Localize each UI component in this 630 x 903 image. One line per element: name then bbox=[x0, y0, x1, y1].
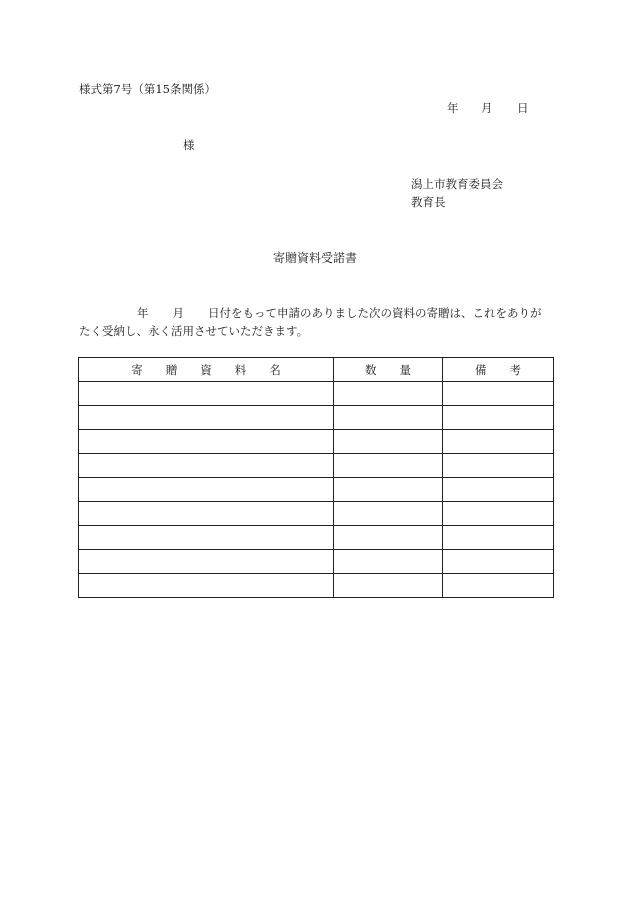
table-row bbox=[79, 502, 554, 526]
table-header-row bbox=[79, 358, 554, 382]
header-material-name: 寄 贈 資 料 名 bbox=[79, 358, 334, 382]
cell-remarks bbox=[443, 502, 554, 526]
table-row bbox=[79, 382, 554, 406]
date-year-label: 年 bbox=[447, 101, 459, 115]
body-text-line-1 bbox=[79, 305, 542, 321]
donation-table bbox=[78, 357, 554, 598]
cell-remarks bbox=[443, 550, 554, 574]
body-text-rest: 日付をもって申請のありました次の資料の寄贈は、これをありが bbox=[208, 306, 542, 320]
table-row bbox=[79, 406, 554, 430]
recipient-honorific: 様 bbox=[183, 138, 195, 152]
cell-material-name bbox=[79, 382, 334, 406]
cell-material-name bbox=[79, 526, 334, 550]
header-remarks: 備 考 bbox=[443, 358, 554, 382]
cell-quantity bbox=[334, 550, 443, 574]
cell-remarks bbox=[443, 454, 554, 478]
cell-quantity bbox=[334, 430, 443, 454]
table-row bbox=[79, 574, 554, 598]
table-row bbox=[79, 526, 554, 550]
cell-remarks bbox=[443, 526, 554, 550]
cell-quantity bbox=[334, 526, 443, 550]
body-text-line-2: たく受納し、永く活用させていただきます。 bbox=[79, 324, 309, 338]
document-title: 寄贈資料受諾書 bbox=[272, 251, 357, 265]
issuer-organization: 潟上市教育委員会 bbox=[411, 177, 503, 191]
cell-material-name bbox=[79, 502, 334, 526]
cell-quantity bbox=[334, 502, 443, 526]
cell-quantity bbox=[334, 382, 443, 406]
issuer-title: 教育長 bbox=[411, 195, 446, 209]
cell-remarks bbox=[443, 382, 554, 406]
cell-material-name bbox=[79, 574, 334, 598]
table-row bbox=[79, 550, 554, 574]
table-body bbox=[79, 382, 554, 598]
cell-quantity bbox=[334, 478, 443, 502]
form-number: 様式第7号（第15条関係） bbox=[79, 82, 216, 96]
cell-material-name bbox=[79, 550, 334, 574]
cell-remarks bbox=[443, 430, 554, 454]
cell-remarks bbox=[443, 406, 554, 430]
body-year-label: 年 bbox=[137, 306, 149, 320]
cell-remarks bbox=[443, 478, 554, 502]
cell-material-name bbox=[79, 406, 334, 430]
body-month-label: 月 bbox=[172, 306, 184, 320]
date-month-label: 月 bbox=[481, 101, 493, 115]
cell-material-name bbox=[79, 478, 334, 502]
date-day-label: 日 bbox=[517, 101, 529, 115]
cell-quantity bbox=[334, 574, 443, 598]
table-row bbox=[79, 454, 554, 478]
cell-remarks bbox=[443, 574, 554, 598]
header-quantity: 数 量 bbox=[334, 358, 443, 382]
cell-quantity bbox=[334, 406, 443, 430]
table-row bbox=[79, 430, 554, 454]
table-row bbox=[79, 478, 554, 502]
cell-quantity bbox=[334, 454, 443, 478]
cell-material-name bbox=[79, 430, 334, 454]
cell-material-name bbox=[79, 454, 334, 478]
